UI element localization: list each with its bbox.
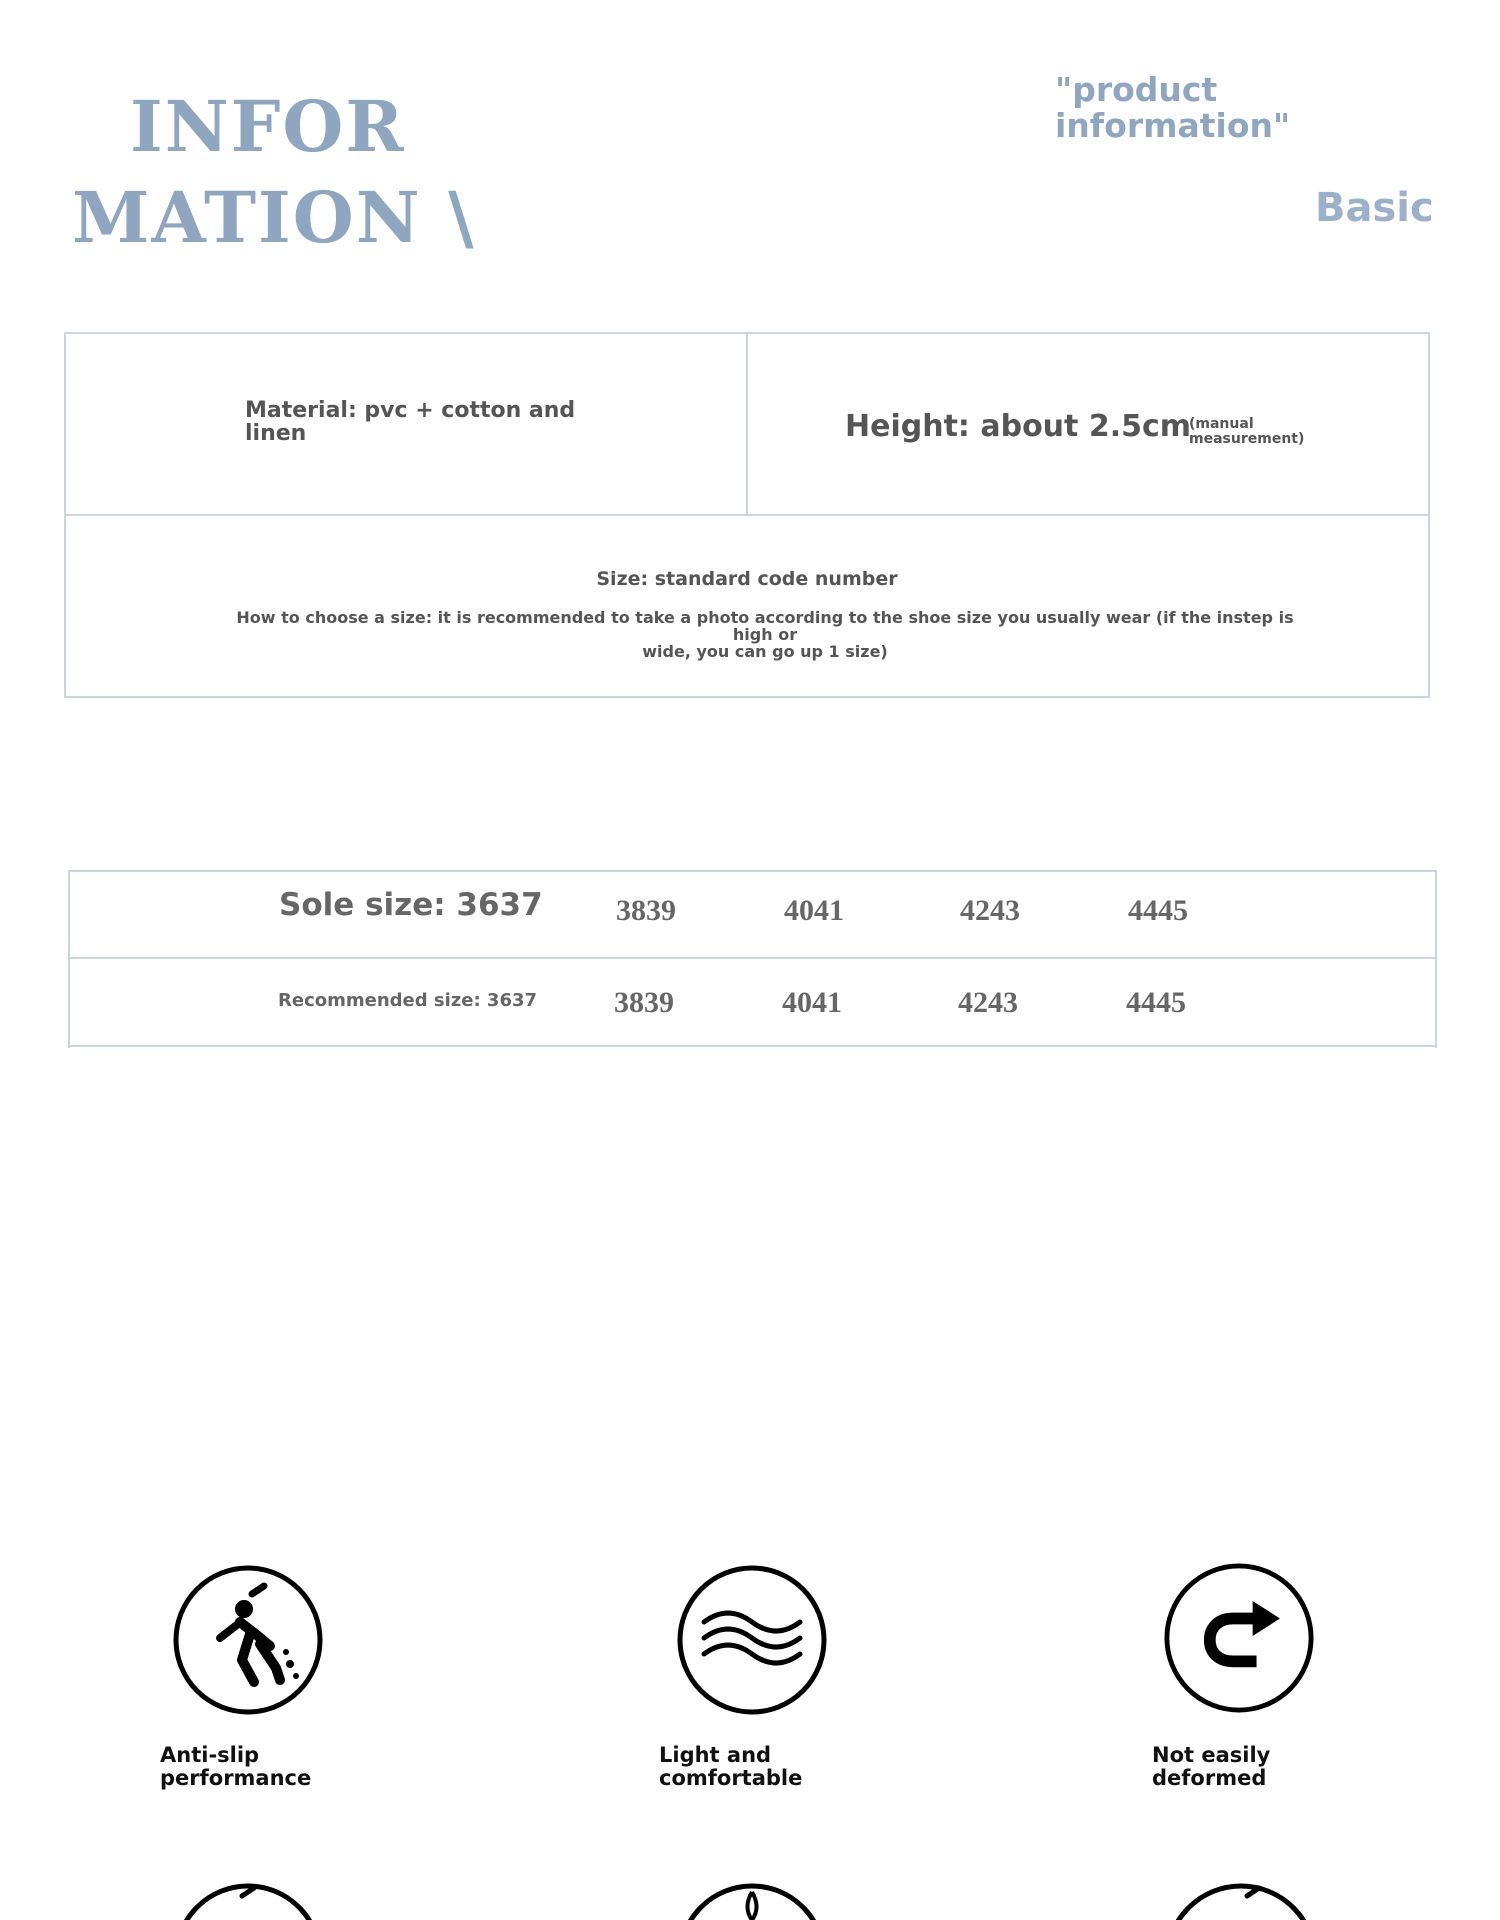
basic-label: Basic xyxy=(1315,185,1434,231)
size-row-divider xyxy=(68,957,1437,959)
title-line-2: MATION \ xyxy=(72,176,476,259)
feature-1-line-2: performance xyxy=(160,1766,312,1790)
title-line-1: INFOR xyxy=(130,85,406,168)
rec-value-4: 4445 xyxy=(1126,986,1186,1019)
size-help-line-2: wide, you can go up 1 size) xyxy=(642,642,888,661)
size-table-bottom xyxy=(68,1045,1437,1047)
sole-value-1: 3839 xyxy=(616,894,676,927)
feature-label-anti-slip xyxy=(160,1744,311,1790)
quote-line-1: "product xyxy=(1055,70,1218,109)
size-table xyxy=(68,870,1437,1048)
material-line-2: linen xyxy=(245,421,307,446)
feature-icon-cutoff-3 xyxy=(1163,1882,1319,1920)
feature-2-line-1: Light and xyxy=(659,1743,772,1767)
material-cell xyxy=(245,399,575,445)
feature-3-line-1: Not easily xyxy=(1152,1743,1271,1767)
height-note-line-1: (manual xyxy=(1189,416,1254,432)
sole-value-4: 4445 xyxy=(1128,894,1188,927)
feature-2-line-2: comfortable xyxy=(659,1766,803,1790)
feature-3-line-2: deformed xyxy=(1152,1766,1267,1790)
sole-value-2: 4041 xyxy=(784,894,844,927)
rec-value-1: 3839 xyxy=(614,986,674,1019)
size-standard-title: Size: standard code number xyxy=(596,568,898,590)
size-help-text xyxy=(230,609,1300,660)
height-note-line-2: measurement) xyxy=(1189,431,1305,447)
size-help-line-1: How to choose a size: it is recommended to take a photo according to the shoe size you usually wear (if the instep is high or xyxy=(236,608,1294,644)
feature-label-light xyxy=(659,1744,802,1790)
height-note xyxy=(1189,417,1304,447)
feature-label-not-deformed xyxy=(1152,1744,1270,1790)
info-divider-horizontal xyxy=(64,514,1430,516)
sole-value-3: 4243 xyxy=(960,894,1020,927)
height-cell: Height: about 2.5cm xyxy=(845,409,1192,444)
sole-size-label: Sole size: 3637 xyxy=(279,887,543,923)
quote-line-2: information" xyxy=(1055,106,1291,145)
return-arrow-icon xyxy=(1163,1562,1315,1714)
info-divider-vertical xyxy=(746,332,748,515)
feature-1-line-1: Anti-slip xyxy=(160,1743,260,1767)
feature-icon-cutoff-1 xyxy=(172,1882,324,1920)
waves-icon xyxy=(676,1564,828,1716)
slipping-person-icon xyxy=(172,1564,324,1716)
material-line-1: Material: pvc + cotton and xyxy=(245,398,576,423)
quote-block xyxy=(1055,72,1290,144)
feature-icon-cutoff-2 xyxy=(676,1882,828,1920)
rec-value-3: 4243 xyxy=(958,986,1018,1019)
rec-value-2: 4041 xyxy=(782,986,842,1019)
recommended-size-label: Recommended size: 3637 xyxy=(278,990,538,1011)
